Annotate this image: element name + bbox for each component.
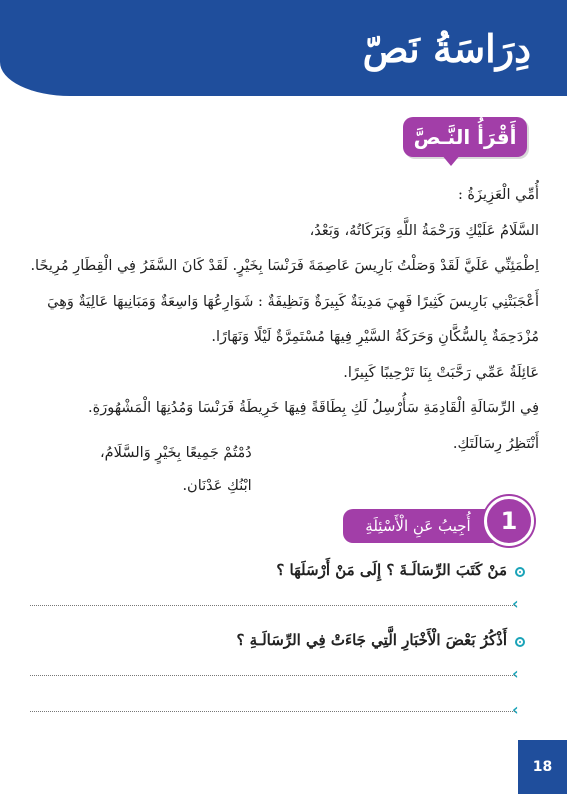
read-text-tag: أَقْرَأُ النَّـصَّ	[403, 117, 527, 157]
letter-line: عَائِلَةُ عَمِّي رَحَّبَتْ بِنَا تَرْحِيبًا كَبِيرًا.	[343, 364, 539, 381]
answer-line-1a[interactable]	[30, 605, 515, 606]
letter-line: أَنْتَظِرُ رِسَالَتَكِ.	[452, 435, 539, 452]
page-number: 18	[518, 740, 567, 794]
letter-line: اِطْمَئِنِّي عَلَيَّ لَقَدْ وَصَلْتُ بَارِيسَ عَاصِمَةَ فَرَنْسَا بِخَيْرٍ. لَقَدْ كَانَ السَّفَرُ فِي الْقِطَارِ مُرِيحًا.	[30, 258, 539, 274]
target-bullet-icon	[515, 637, 525, 647]
letter-signoff	[100, 437, 252, 503]
answer-line-2a[interactable]	[30, 675, 515, 676]
questions-number-badge: 1	[484, 496, 534, 546]
chevron-left-icon: ‹	[512, 700, 519, 719]
page-title: دِرَاسَةُ نَصّ	[362, 26, 531, 71]
answer-line-2b[interactable]	[30, 711, 515, 712]
letter-body	[20, 178, 539, 462]
read-text-tag-tail	[441, 154, 461, 166]
letter-line: أُمِّي الْعَزِيزَةُ :	[457, 187, 539, 203]
questions-tag: أُجِيبُ عَنِ الْأَسْئِلَةِ	[343, 509, 493, 543]
signoff-line: دُمْتُمْ جَمِيعًا بِخَيْرٍ وَالسَّلَامُ،	[100, 445, 252, 461]
chevron-left-icon: ‹	[512, 664, 519, 683]
header-banner	[0, 0, 567, 96]
letter-line: مُزْدَحِمَةٌ بِالسُّكَّانِ وَحَرَكَةُ السَّيْرِ فِيهَا مُسْتَمِرَّةٌ لَيْلًا وَنَهَارًا.	[211, 329, 539, 345]
question-2: أَذْكُرُ بَعْضَ الْأَخْبَارِ الَّتِي جَاءَتْ فِي الرِّسَالَـةِ ؟	[236, 631, 507, 649]
question-1: مَنْ كَتَبَ الرِّسَالَـةَ ؟ إِلَى مَنْ أَرْسَلَهَا ؟	[276, 561, 507, 579]
letter-line: أَعْجَبَتْنِي بَارِيسَ كَثِيرًا فَهِيَ مَدِينَةٌ كَبِيرَةٌ وَنَظِيفَةٌ : شَوَارِعُهَا وَاسِعَةٌ وَمَبَانِيهَا عَالِيَةٌ وَهِيَ	[47, 293, 539, 310]
signoff-line: ابْنُكِ عَدْنَان.	[182, 478, 252, 494]
chevron-left-icon: ‹	[512, 594, 519, 613]
letter-line: فِي الرِّسَالَةِ الْقَادِمَةِ سَأُرْسِلُ لَكِ بِطَاقَةً فِيهَا خَرِيطَةُ فَرَنْسَا وَمُدُنِهَا الْمَشْهُورَةِ.	[88, 400, 539, 416]
target-bullet-icon	[515, 567, 525, 577]
letter-line: السَّلَامُ عَلَيْكِ وَرَحْمَةُ اللَّهِ وَبَرَكَاتُهُ، وَبَعْدُ،	[309, 222, 539, 239]
